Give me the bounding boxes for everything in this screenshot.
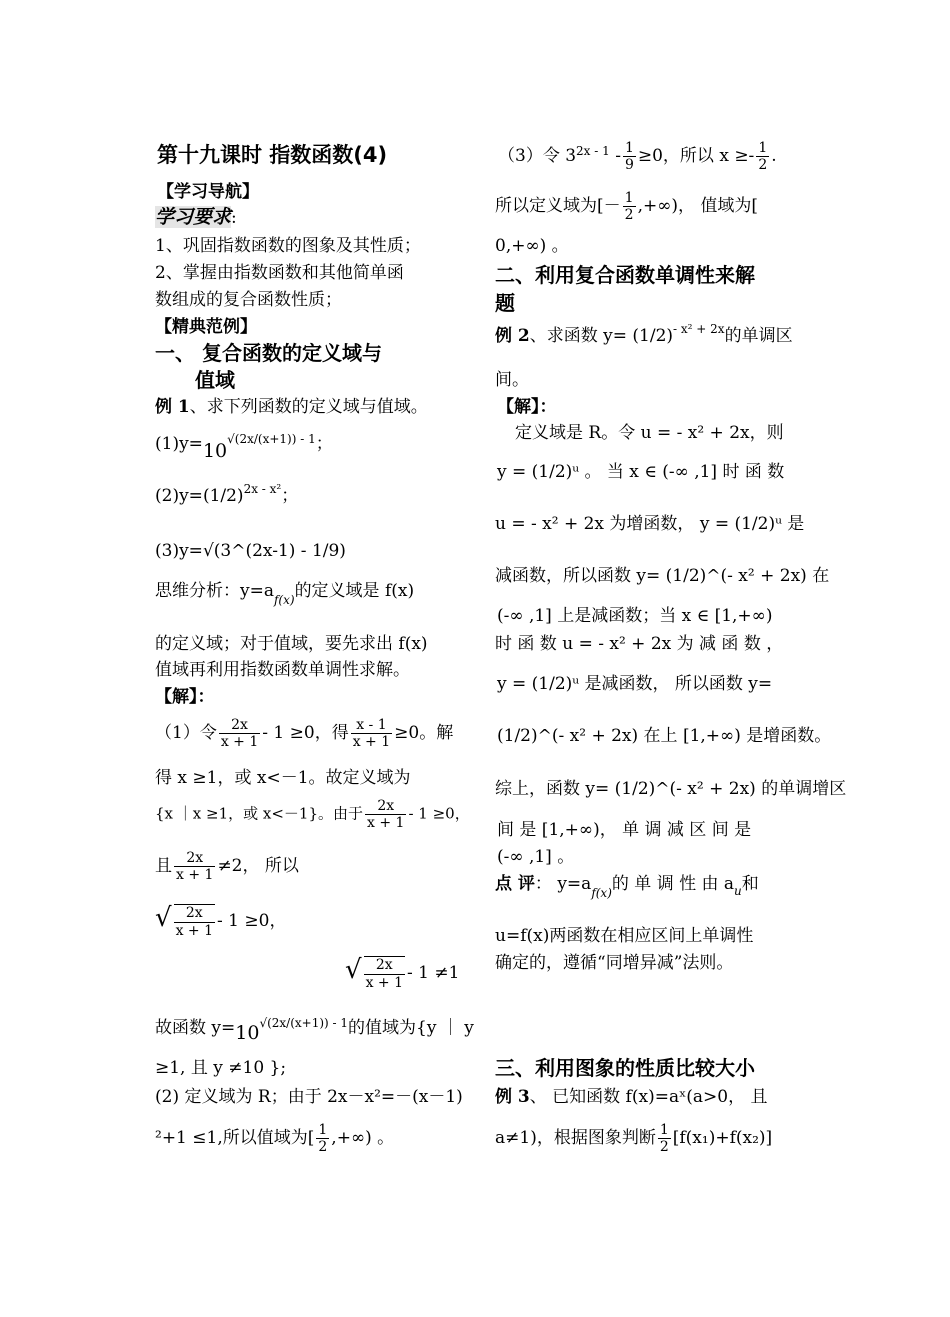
function-2: $(2)y=(1/2)^{2x - x^2}$； [155, 482, 299, 506]
nav-heading: 【学习导航】 [157, 182, 259, 202]
solution-3-line-c: 0,+∞) 。 [495, 236, 569, 256]
note-line-2: u=f(x)两函数在相应区间上单调性 [495, 926, 754, 946]
examples-heading: 【精典范例】 [155, 317, 257, 337]
solution-1-line-h: ≥1, 且 y ≠10 }; [155, 1058, 287, 1078]
fraction: $\frac{1}{9}$ [624, 140, 634, 174]
fraction: $\frac{x - 1}{x + 1}$ [352, 717, 391, 751]
section-2-title-a: 二、利用复合函数单调性来解 [495, 263, 755, 287]
solution-line-1: 定义域是 R。令 u = - x² + 2x，则 [515, 423, 784, 443]
solution-3-line-a: （3）令 $3^{2x - 1}$ - $\frac{1}{9}$ ≥0，所以 x ≥- $\frac{1}{2}$ . [498, 140, 777, 174]
requirements-heading: 学习要求: [155, 206, 237, 228]
fraction: $\frac{2x}{x + 1}$ [365, 957, 404, 991]
solution-heading-2: 【解】： [497, 397, 557, 417]
solution-1-line-d: 且 $\frac{2x}{x + 1}$ ≠2， 所以 [155, 850, 299, 884]
solution-3-line-b: 所以定义域为[－ $\frac{1}{2}$ ,+∞)， 值域为[ [495, 190, 759, 224]
example-3-line-b: a≠1)，根据图象判断 $\frac{1}{2}$ [f(x₁)+f(x₂)] [495, 1122, 773, 1156]
example-3-line-a: 例 3、 已知函数 f(x)=aˣ(a>0， 且 [495, 1087, 768, 1107]
solution-1-line-e: √ $\frac{2x}{x + 1}$ - 1 ≥0， [155, 903, 287, 939]
fraction: $\frac{1}{2}$ [624, 190, 634, 224]
solution-line-10: 间 是 [1,+∞)， 单 调 减 区 间 是 [497, 820, 752, 840]
section-3-title: 三、利用图象的性质比较大小 [495, 1056, 755, 1080]
solution-1-line-c: {x ｜x ≥1，或 x<－1}。由于 $\frac{2x}{x + 1}$ - 1 ≥0， [155, 798, 470, 832]
solution-line-5: (-∞ ,1] 上是减函数；当 x ∈ [1,+∞) [497, 606, 773, 626]
fraction: $\frac{2x}{x + 1}$ [175, 905, 214, 939]
solution-1-line-a: （1）令 $\frac{2x}{x + 1}$ - 1 ≥0，得 $\frac{x - 1}{x + 1}$ ≥0。解 [155, 717, 454, 751]
fraction: $\frac{1}{2}$ [318, 1122, 328, 1156]
analysis-line-1: 思维分析：$y=a_{f(x)}$的定义域是 f(x) [155, 581, 415, 607]
page-title: 第十九课时 指数函数(4) [157, 143, 388, 167]
example-1-prompt: 例 1、求下列函数的定义域与值域。 [155, 397, 428, 417]
section-1-title-b: 值域 [195, 368, 235, 392]
note-line-1: 点 评： $y=a_{f(x)}$的 单 调 性 由 $a_u$和 [495, 874, 759, 900]
solution-line-2: y = (1/2)ᵘ 。 当 x ∈ (-∞ ,1] 时 函 数 [497, 462, 785, 482]
solution-line-8: (1/2)^(- x² + 2x) 在上 [1,+∞) 是增函数。 [497, 726, 832, 746]
fraction: $\frac{1}{2}$ [758, 140, 768, 174]
requirement-2b: 数组成的复合函数性质； [155, 290, 342, 310]
fraction: $\frac{2x}{x + 1}$ [220, 717, 259, 751]
solution-line-4: 减函数，所以函数 y= (1/2)^(- x² + 2x) 在 [495, 566, 830, 586]
solution-line-3: u = - x² + 2x 为增函数， y = (1/2)ᵘ 是 [495, 514, 805, 534]
solution-line-9: 综上，函数 y= (1/2)^(- x² + 2x) 的单调增区 [495, 779, 847, 799]
solution-heading: 【解】： [155, 687, 215, 707]
function-1: $(1)y=10^{√(2x/(x+1)) - 1}$； [155, 432, 333, 462]
section-2-title-b: 题 [495, 291, 515, 315]
fraction: $\frac{2x}{x + 1}$ [367, 798, 405, 832]
solution-2-line-b: ²+1 ≤1,所以值域为[ $\frac{1}{2}$ ,+∞) 。 [155, 1122, 395, 1156]
solution-line-7: y = (1/2)ᵘ 是减函数， 所以函数 y= [497, 674, 773, 694]
example-2-prompt: 例 2、求函数 $y= (1/2)^{- x^2 + 2x}$的单调区 [495, 322, 793, 346]
solution-line-11: (-∞ ,1] 。 [497, 847, 575, 867]
solution-2-line-a: (2) 定义域为 R；由于 2x－x²=－(x－1) [155, 1087, 463, 1107]
section-1-title-a: 一、 复合函数的定义域与 [155, 341, 382, 365]
solution-1-line-b: 得 x ≥1，或 x<－1。故定义域为 [155, 768, 411, 788]
example-2-prompt-b: 间。 [495, 370, 529, 390]
analysis-line-3: 值域再利用指数函数单调性求解。 [155, 660, 410, 680]
note-line-3: 确定的，遵循“同增异减”法则。 [495, 953, 734, 973]
requirement-1: 1、巩固指数函数的图象及其性质； [155, 236, 421, 256]
solution-1-line-g: 故函数 $y=10^{√(2x/(x+1)) - 1}$的值域为{y ｜ y [155, 1016, 474, 1044]
analysis-line-2: 的定义域；对于值域，要先求出 f(x) [155, 634, 428, 654]
function-3: (3)y=√(3^(2x-1) - 1/9) [155, 541, 346, 561]
requirement-2a: 2、掌握由指数函数和其他简单函 [155, 263, 404, 283]
fraction: $\frac{1}{2}$ [659, 1122, 669, 1156]
solution-1-line-f: √ $\frac{2x}{x + 1}$ - 1 ≠1 [345, 955, 460, 991]
fraction: $\frac{2x}{x + 1}$ [176, 850, 214, 884]
solution-line-6: 时 函 数 u = - x² + 2x 为 减 函 数 ， [495, 634, 784, 654]
